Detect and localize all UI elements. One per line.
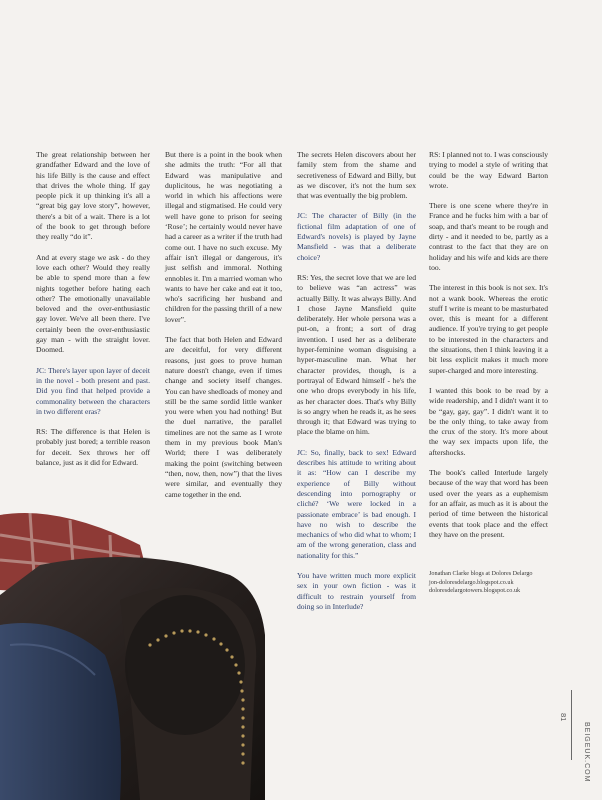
credit-line: Jonathan Clarke blogs at Dolores Delargo <box>429 570 533 577</box>
interview-question: You have written much more explicit sex in your own fiction - was it difficult to restrain yourself from doing so in Interlude? <box>297 570 416 611</box>
credit-blog-link[interactable]: jon-doloresdelargo.blogspot.co.uk <box>429 578 514 586</box>
column-4 <box>429 150 548 550</box>
interview-paragraph: And at every stage we ask - do they love each other? Would they really be able to spend more than a few nights together before hating each other? The emotionally unavailable beloved and the over-enthusiastic gay lover. We've all been there. I've certainly been the over-enthusiastic gay man - with the straight lover. Doomed. <box>36 252 150 355</box>
interview-paragraph: The book's called Interlude largely because of the way that word has been used over the years as a euphemism for an affair, as much as it is about the period of time between the historical events that took place and the effect they have on the present. <box>429 468 548 539</box>
interview-paragraph: There is one scene where they're in France and he fucks him with a bar of soap, and that's meant to be rough and dirty - and it needed to be, partly as a contrast to the fact that they are on holiday and his wife and kids are there too. <box>429 201 548 272</box>
credit-blog-link[interactable]: doloresdelargotowers.blogspot.co.uk <box>429 587 521 595</box>
interview-paragraph: The great relationship between her grandfather Edward and the love of his life Billy is the cause and effect that drives the whole thing. If gay people pick it up thinking it's all a “great big gay love story”, however, there's a bit of a wait. There is a lot of the book to get through before they really “do it”. <box>36 150 150 242</box>
column-2 <box>165 150 282 510</box>
page-number: 81 <box>559 713 568 722</box>
interview-question: JC: So, finally, back to sex! Edward describes his attitude to writing about it as: “How can I describe my experience of Billy without descending into pornography or cliché? ‘We were locked in a passionate embrace’ is bad enough. I have no wish to describe the mechanics of who did what to whom; I am of the wrong generation, class and nationality for this.” <box>297 447 416 560</box>
interview-paragraph: But there is a point in the book when she admits the truth: “For all that Edward was manipulative and duplicitous, he was negotiating a world in which his affections were illegal and stigmatised. He could very well have gone to prison for seeing ‘Rose’; he certainly would never have had a career as a writer if the truth had come out. I have no such excuse. My affair isn't illegal or dangerous, it's just selfish and immoral. Nothing ennobles it. I'm a married woman who wants to have her cake and eat it too, who's sacrificing her husband and children for the passing thrill of a new lover”. <box>165 150 283 324</box>
interview-paragraph: The secrets Helen discovers about her family stem from the shame and secretiveness of Edward and Billy, but as we discover, it's not the hum sex that was eventually the big problem. <box>297 150 416 201</box>
interview-paragraph: RS: I planned not to. I was consciously trying to model a style of writing that could be the way Edward Barton wrote. <box>429 150 548 190</box>
interview-paragraph: RS: The difference is that Helen is probably just bored; a terrible reason for deceit. Sex throws her off balance, just as it did for Edward. <box>36 427 150 468</box>
sofa-photo <box>0 505 300 800</box>
interview-paragraph: The fact that both Helen and Edward are deceitful, for very different reasons, just goes to prove human nature doesn't change, even if times change and society itself changes. You can have shedloads of money and still be the same sordid little wanker you were when you had nothing! But the duel narrative, the parallel timelines are not the same as I wrote them in my previous book Man's World; there I was deliberately making the point (switching between “then, now, then, now”) that the lives were similar, and eventually they came together in the end. <box>165 335 282 499</box>
interview-paragraph: I wanted this book to be read by a wide readership, and I didn't want it to be “gay, gay, gay”. I didn't want it to be the only thing, to take away from the crux of the story. It's more about the way sex impacts upon life, the aftershocks. <box>429 385 548 457</box>
interview-paragraph: The interest in this book is not sex. It's not a wank book. Whereas the erotic stuff I write is meant to be masturbated over, this is meant for a different audience. If you're trying to get people to be interested in the characters and the situations, then I think leaving it a bit less explicit makes it much more super-charged and more interesting. <box>429 283 549 375</box>
interview-paragraph: RS: Yes, the secret love that we are led to believe was “an actress” was actually Billy. It was always Billy. And I chose Jayne Mansfield quite deliberately. Her whole persona was a put-on, a front; a sort of drag invention. I used her as a deliberate hyper-feminine woman disguising a hyper-masculine man. What her character provides, though, is a portrayal of Edward himself - he's the one who drops everybody in his life, as her character does. That's why Billy is so angry when he reads it, as he sees through it; that Edward was trying to place the blame on him. <box>297 272 416 437</box>
column-1 <box>36 150 150 478</box>
author-credit <box>429 570 559 596</box>
folio-divider <box>571 690 572 760</box>
interview-question: JC: The character of Billy (in the fictional film adaptation of one of Edward's novels) is played by Jayne Mansfield - was that a deliberate choice? <box>297 211 416 262</box>
column-3 <box>297 150 416 622</box>
site-name: BEIGEUK.COM <box>583 722 590 783</box>
interview-question: JC: There's layer upon layer of deceit in the novel - both present and past. Did you find that helped provide a commonality between the characters in two different eras? <box>36 365 150 416</box>
